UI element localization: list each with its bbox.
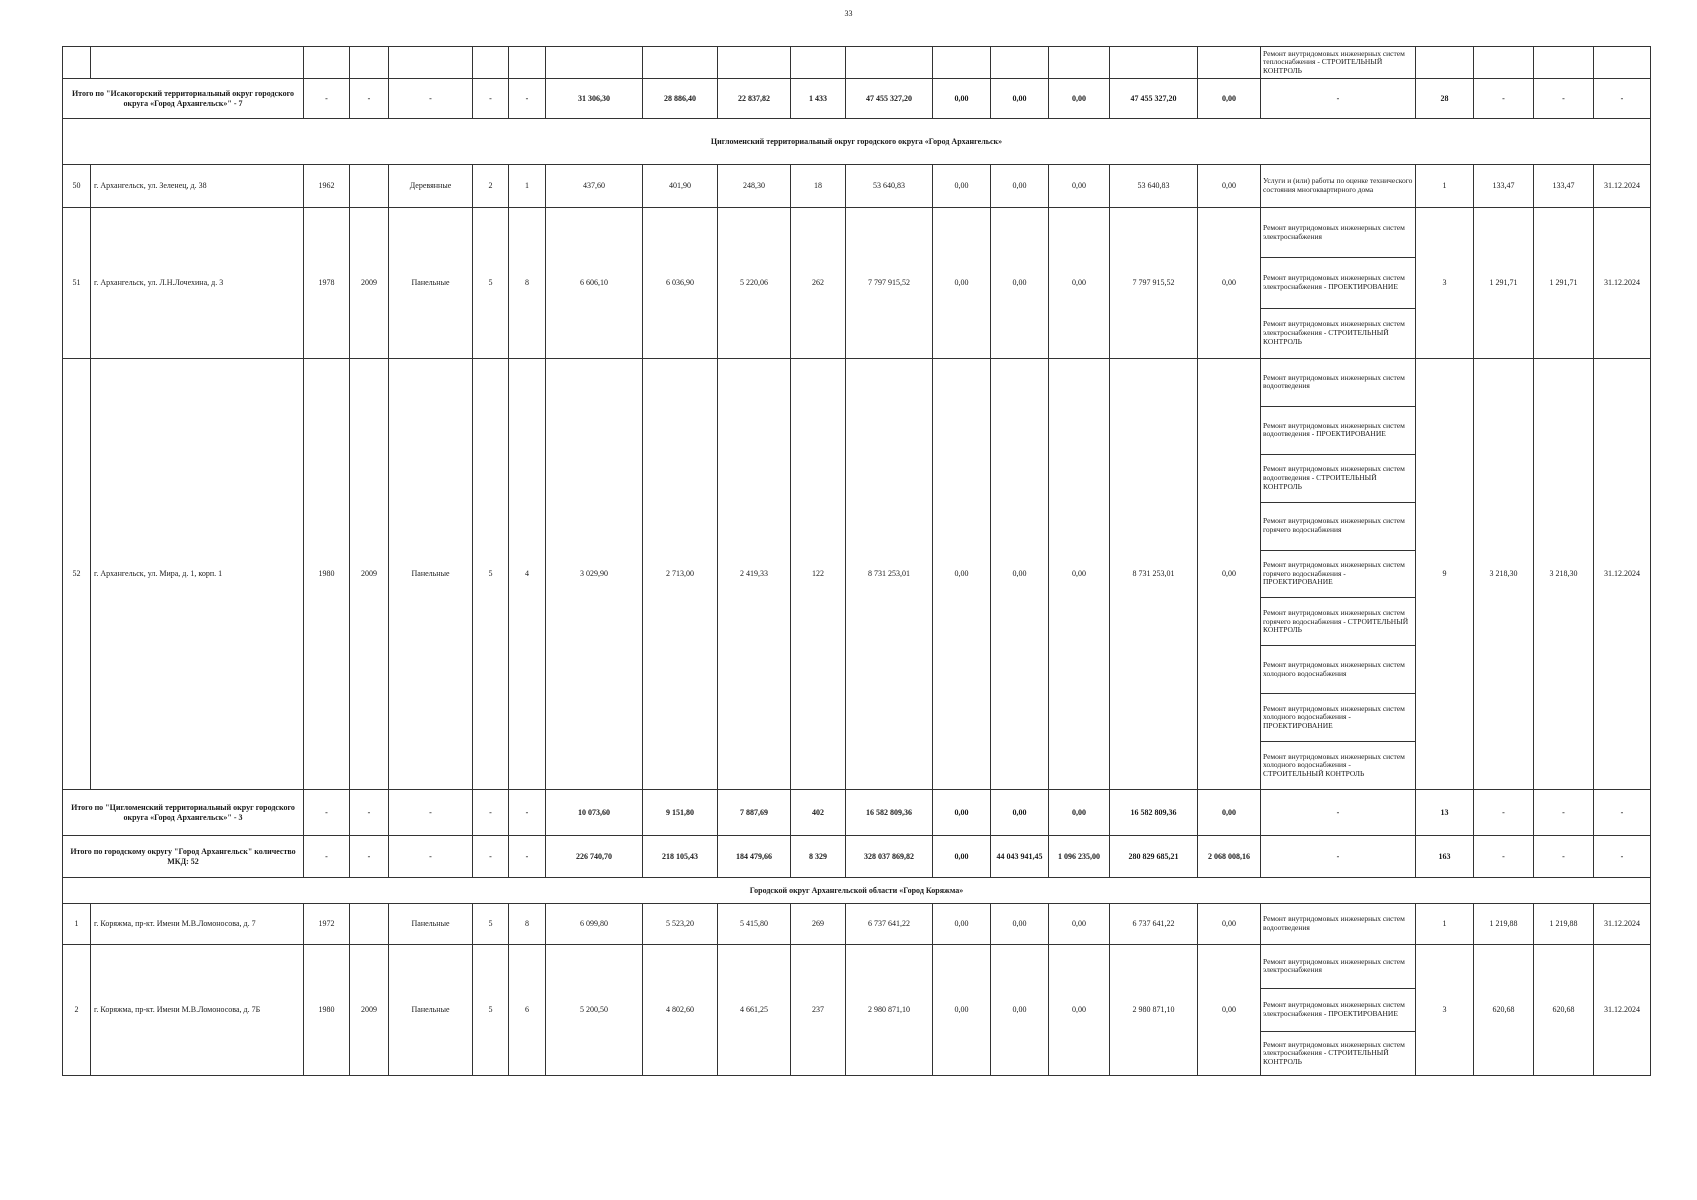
totals-owners-funds: 16 582 809,36 bbox=[1110, 790, 1198, 836]
owners-funds: 8 731 253,01 bbox=[1110, 359, 1198, 790]
address: г. Архангельск, ул. Зеленец, д. 38 bbox=[91, 165, 304, 208]
other: 0,00 bbox=[1198, 208, 1261, 359]
totals-residential-area: 7 887,69 bbox=[718, 790, 791, 836]
work-count: 9 bbox=[1416, 359, 1474, 790]
owners-funds: 53 640,83 bbox=[1110, 165, 1198, 208]
totals-cost-total: 16 582 809,36 bbox=[846, 790, 933, 836]
address: г. Коряжма, пр-кт. Имени М.В.Ломоносова, д. 7Б bbox=[91, 945, 304, 1076]
totals-floors: - bbox=[473, 790, 509, 836]
section-title: Городской округ Архангельской области «Город Коряжма» bbox=[63, 878, 1651, 904]
unit-cost: 3 218,30 bbox=[1474, 359, 1534, 790]
local-budget: 0,00 bbox=[1049, 904, 1110, 945]
totals-floors: - bbox=[473, 79, 509, 119]
work-type: Ремонт внутридомовых инженерных систем электроснабжения - ПРОЕКТИРОВАНИЕ bbox=[1261, 989, 1415, 1033]
table-cell bbox=[1594, 47, 1651, 79]
work-types-list bbox=[1261, 359, 1415, 789]
totals-work-count: 13 bbox=[1416, 790, 1474, 836]
totals-work: - bbox=[1261, 79, 1416, 119]
totals-work: - bbox=[1261, 836, 1416, 878]
totals-row bbox=[63, 790, 1651, 836]
table-cell bbox=[304, 47, 350, 79]
floors: 2 bbox=[473, 165, 509, 208]
table-row bbox=[63, 208, 1651, 359]
unit-cost: 1 219,88 bbox=[1474, 904, 1534, 945]
wall-material: Панельные bbox=[389, 945, 473, 1076]
totals-residential-area: 22 837,82 bbox=[718, 79, 791, 119]
totals-label: Итого по "Цигломенский территориальный округ городского округа «Город Архангельск»" - 3 bbox=[63, 790, 304, 836]
totals-year-reconstruction: - bbox=[350, 790, 389, 836]
max-cost: 1 291,71 bbox=[1534, 208, 1594, 359]
entrances: 4 bbox=[509, 359, 546, 790]
row-number: 2 bbox=[63, 945, 91, 1076]
totals-max-cost: - bbox=[1534, 790, 1594, 836]
totals-cost-total: 328 037 869,82 bbox=[846, 836, 933, 878]
other: 0,00 bbox=[1198, 359, 1261, 790]
table-cell bbox=[1049, 47, 1110, 79]
total-area: 6 606,10 bbox=[546, 208, 643, 359]
row-number: 1 bbox=[63, 904, 91, 945]
totals-owners-funds: 47 455 327,20 bbox=[1110, 79, 1198, 119]
local-budget: 0,00 bbox=[1049, 208, 1110, 359]
totals-year-built: - bbox=[304, 790, 350, 836]
table-row bbox=[63, 945, 1651, 1076]
table-cell bbox=[350, 47, 389, 79]
totals-residents: 8 329 bbox=[791, 836, 846, 878]
totals-residents: 402 bbox=[791, 790, 846, 836]
table-cell bbox=[1534, 47, 1594, 79]
totals-cost-total: 47 455 327,20 bbox=[846, 79, 933, 119]
year-built: 1980 bbox=[304, 359, 350, 790]
totals-unit-cost: - bbox=[1474, 836, 1534, 878]
cost-total: 6 737 641,22 bbox=[846, 904, 933, 945]
totals-work: - bbox=[1261, 790, 1416, 836]
totals-fund-funds: 0,00 bbox=[933, 836, 991, 878]
living-area: 4 802,60 bbox=[643, 945, 718, 1076]
table-cell bbox=[791, 47, 846, 79]
totals-local-budget: 0,00 bbox=[1049, 790, 1110, 836]
floors: 5 bbox=[473, 359, 509, 790]
totals-year-reconstruction: - bbox=[350, 836, 389, 878]
totals-entrances: - bbox=[509, 79, 546, 119]
other: 0,00 bbox=[1198, 904, 1261, 945]
totals-owners-funds: 280 829 685,21 bbox=[1110, 836, 1198, 878]
work-type: Ремонт внутридомовых инженерных систем горячего водоснабжения bbox=[1261, 503, 1415, 551]
table-row bbox=[63, 904, 1651, 945]
max-cost: 620,68 bbox=[1534, 945, 1594, 1076]
totals-entrances: - bbox=[509, 836, 546, 878]
address: г. Архангельск, ул. Мира, д. 1, корп. 1 bbox=[91, 359, 304, 790]
total-area: 3 029,90 bbox=[546, 359, 643, 790]
table-cell bbox=[991, 47, 1049, 79]
local-budget: 0,00 bbox=[1049, 945, 1110, 1076]
work-types-list bbox=[1261, 904, 1415, 944]
year-reconstruction: 2009 bbox=[350, 208, 389, 359]
totals-work-count: 163 bbox=[1416, 836, 1474, 878]
totals-residential-area: 184 479,66 bbox=[718, 836, 791, 878]
wall-material: Панельные bbox=[389, 359, 473, 790]
deadline: 31.12.2024 bbox=[1594, 945, 1651, 1076]
totals-fund-funds: 0,00 bbox=[933, 790, 991, 836]
local-budget: 0,00 bbox=[1049, 165, 1110, 208]
totals-entrances: - bbox=[509, 790, 546, 836]
work-type: Ремонт внутридомовых инженерных систем водоотведения bbox=[1263, 914, 1405, 932]
work-type: Ремонт внутридомовых инженерных систем электроснабжения bbox=[1261, 945, 1415, 989]
totals-year-built: - bbox=[304, 79, 350, 119]
row-number: 50 bbox=[63, 165, 91, 208]
totals-local-budget: 1 096 235,00 bbox=[1049, 836, 1110, 878]
table-cell bbox=[1474, 47, 1534, 79]
year-reconstruction: 2009 bbox=[350, 359, 389, 790]
living-area: 401,90 bbox=[643, 165, 718, 208]
totals-living-area: 28 886,40 bbox=[643, 79, 718, 119]
regional-budget: 0,00 bbox=[991, 359, 1049, 790]
totals-unit-cost: - bbox=[1474, 790, 1534, 836]
totals-floors: - bbox=[473, 836, 509, 878]
other: 0,00 bbox=[1198, 165, 1261, 208]
max-cost: 3 218,30 bbox=[1534, 359, 1594, 790]
max-cost: 1 219,88 bbox=[1534, 904, 1594, 945]
work-type: Ремонт внутридомовых инженерных систем электроснабжения - СТРОИТЕЛЬНЫЙ КОНТРОЛЬ bbox=[1263, 319, 1405, 346]
totals-fund-funds: 0,00 bbox=[933, 79, 991, 119]
residential-area: 5 220,06 bbox=[718, 208, 791, 359]
year-built: 1978 bbox=[304, 208, 350, 359]
entrances: 1 bbox=[509, 165, 546, 208]
totals-row bbox=[63, 836, 1651, 878]
living-area: 6 036,90 bbox=[643, 208, 718, 359]
work-types-list bbox=[1261, 208, 1415, 358]
residential-area: 5 415,80 bbox=[718, 904, 791, 945]
entrances: 8 bbox=[509, 208, 546, 359]
work-type: Услуги и (или) работы по оценке технического состояния многоквартирного дома bbox=[1263, 176, 1413, 194]
floors: 5 bbox=[473, 904, 509, 945]
totals-label: Итого по городскому округу "Город Архангельск" количество МКД: 52 bbox=[63, 836, 304, 878]
work-type: Ремонт внутридомовых инженерных систем электроснабжения bbox=[1261, 208, 1415, 258]
regional-budget: 0,00 bbox=[991, 165, 1049, 208]
residents: 18 bbox=[791, 165, 846, 208]
totals-other: 0,00 bbox=[1198, 790, 1261, 836]
work-type: Ремонт внутридомовых инженерных систем водоотведения - СТРОИТЕЛЬНЫЙ КОНТРОЛЬ bbox=[1261, 455, 1415, 503]
section-header-row bbox=[63, 119, 1651, 165]
totals-local-budget: 0,00 bbox=[1049, 79, 1110, 119]
work-type: Ремонт внутридомовых инженерных систем холодного водоснабжения bbox=[1261, 646, 1415, 694]
year-built: 1962 bbox=[304, 165, 350, 208]
table-cell bbox=[509, 47, 546, 79]
work-count: 3 bbox=[1416, 945, 1474, 1076]
work-types-list bbox=[1261, 945, 1415, 1075]
work-types-cell bbox=[1261, 359, 1416, 790]
table-cell bbox=[846, 47, 933, 79]
totals-unit-cost: - bbox=[1474, 79, 1534, 119]
unit-cost: 1 291,71 bbox=[1474, 208, 1534, 359]
deadline: 31.12.2024 bbox=[1594, 208, 1651, 359]
table-cell bbox=[1416, 47, 1474, 79]
section-header-row bbox=[63, 878, 1651, 904]
table-cell bbox=[473, 47, 509, 79]
table-cell bbox=[63, 47, 91, 79]
totals-max-cost: - bbox=[1534, 836, 1594, 878]
cost-total: 2 980 871,10 bbox=[846, 945, 933, 1076]
row-number: 52 bbox=[63, 359, 91, 790]
owners-funds: 7 797 915,52 bbox=[1110, 208, 1198, 359]
deadline: 31.12.2024 bbox=[1594, 904, 1651, 945]
wall-material: Деревянные bbox=[389, 165, 473, 208]
fund-funds: 0,00 bbox=[933, 165, 991, 208]
deadline: 31.12.2024 bbox=[1594, 165, 1651, 208]
work-type: Ремонт внутридомовых инженерных систем водоотведения - ПРОЕКТИРОВАНИЕ bbox=[1261, 407, 1415, 455]
address: г. Коряжма, пр-кт. Имени М.В.Ломоносова, д. 7 bbox=[91, 904, 304, 945]
residential-area: 2 419,33 bbox=[718, 359, 791, 790]
work-count: 1 bbox=[1416, 904, 1474, 945]
work-type: Ремонт внутридомовых инженерных систем горячего водоснабжения - ПРОЕКТИРОВАНИЕ bbox=[1261, 551, 1415, 599]
work-types-cell bbox=[1261, 208, 1416, 359]
floors: 5 bbox=[473, 945, 509, 1076]
table-cell bbox=[1198, 47, 1261, 79]
residents: 269 bbox=[791, 904, 846, 945]
totals-residents: 1 433 bbox=[791, 79, 846, 119]
residents: 122 bbox=[791, 359, 846, 790]
work-types-cell bbox=[1261, 945, 1416, 1076]
address: г. Архангельск, ул. Л.Н.Лочехина, д. 3 bbox=[91, 208, 304, 359]
fund-funds: 0,00 bbox=[933, 904, 991, 945]
table-row bbox=[63, 165, 1651, 208]
wall-material: Панельные bbox=[389, 208, 473, 359]
work-type: Ремонт внутридомовых инженерных систем холодного водоснабжения - СТРОИТЕЛЬНЫЙ КОНТРОЛЬ bbox=[1263, 751, 1405, 778]
table-row bbox=[63, 47, 1651, 79]
totals-wall-material: - bbox=[389, 79, 473, 119]
cost-total: 8 731 253,01 bbox=[846, 359, 933, 790]
deadline: 31.12.2024 bbox=[1594, 359, 1651, 790]
totals-wall-material: - bbox=[389, 836, 473, 878]
totals-regional-budget: 0,00 bbox=[991, 79, 1049, 119]
unit-cost: 133,47 bbox=[1474, 165, 1534, 208]
table-cell bbox=[933, 47, 991, 79]
living-area: 5 523,20 bbox=[643, 904, 718, 945]
row-number: 51 bbox=[63, 208, 91, 359]
table-cell bbox=[389, 47, 473, 79]
year-built: 1972 bbox=[304, 904, 350, 945]
residents: 262 bbox=[791, 208, 846, 359]
totals-max-cost: - bbox=[1534, 79, 1594, 119]
work-types-cell bbox=[1261, 47, 1416, 79]
total-area: 5 200,50 bbox=[546, 945, 643, 1076]
work-count: 3 bbox=[1416, 208, 1474, 359]
local-budget: 0,00 bbox=[1049, 359, 1110, 790]
table-body bbox=[63, 47, 1651, 1076]
max-cost: 133,47 bbox=[1534, 165, 1594, 208]
fund-funds: 0,00 bbox=[933, 359, 991, 790]
work-type: Ремонт внутридомовых инженерных систем горячего водоснабжения - СТРОИТЕЛЬНЫЙ КОНТРОЛЬ bbox=[1261, 598, 1415, 646]
work-types-cell bbox=[1261, 165, 1416, 208]
total-area: 6 099,80 bbox=[546, 904, 643, 945]
entrances: 8 bbox=[509, 904, 546, 945]
residents: 237 bbox=[791, 945, 846, 1076]
totals-other: 0,00 bbox=[1198, 79, 1261, 119]
work-type: Ремонт внутридомовых инженерных систем электроснабжения - СТРОИТЕЛЬНЫЙ КОНТРОЛЬ bbox=[1263, 1039, 1405, 1066]
fund-funds: 0,00 bbox=[933, 945, 991, 1076]
fund-funds: 0,00 bbox=[933, 208, 991, 359]
totals-deadline: - bbox=[1594, 790, 1651, 836]
page-number: 33 bbox=[844, 9, 853, 18]
totals-year-built: - bbox=[304, 836, 350, 878]
totals-regional-budget: 44 043 941,45 bbox=[991, 836, 1049, 878]
entrances: 6 bbox=[509, 945, 546, 1076]
table-row bbox=[63, 359, 1651, 790]
totals-total-area: 226 740,70 bbox=[546, 836, 643, 878]
cost-total: 53 640,83 bbox=[846, 165, 933, 208]
totals-year-reconstruction: - bbox=[350, 79, 389, 119]
regional-budget: 0,00 bbox=[991, 208, 1049, 359]
totals-deadline: - bbox=[1594, 79, 1651, 119]
year-reconstruction bbox=[350, 165, 389, 208]
table-cell bbox=[643, 47, 718, 79]
regional-budget: 0,00 bbox=[991, 945, 1049, 1076]
wall-material: Панельные bbox=[389, 904, 473, 945]
totals-total-area: 10 073,60 bbox=[546, 790, 643, 836]
totals-label: Итого по "Исакогорский территориальный округ городского округа «Город Архангельск»" - 7 bbox=[63, 79, 304, 119]
regional-budget: 0,00 bbox=[991, 904, 1049, 945]
totals-total-area: 31 306,30 bbox=[546, 79, 643, 119]
totals-row bbox=[63, 79, 1651, 119]
floors: 5 bbox=[473, 208, 509, 359]
living-area: 2 713,00 bbox=[643, 359, 718, 790]
totals-living-area: 218 105,43 bbox=[643, 836, 718, 878]
totals-regional-budget: 0,00 bbox=[991, 790, 1049, 836]
year-reconstruction bbox=[350, 904, 389, 945]
work-type: Ремонт внутридомовых инженерных систем холодного водоснабжения - ПРОЕКТИРОВАНИЕ bbox=[1261, 694, 1415, 742]
other: 0,00 bbox=[1198, 945, 1261, 1076]
owners-funds: 2 980 871,10 bbox=[1110, 945, 1198, 1076]
work-type: Ремонт внутридомовых инженерных систем водоотведения bbox=[1261, 359, 1415, 407]
repair-program-table bbox=[62, 46, 1651, 1076]
work-types-list bbox=[1261, 165, 1415, 207]
section-title: Цигломенский территориальный округ городского округа «Город Архангельск» bbox=[63, 119, 1651, 165]
unit-cost: 620,68 bbox=[1474, 945, 1534, 1076]
table-cell bbox=[546, 47, 643, 79]
totals-deadline: - bbox=[1594, 836, 1651, 878]
work-count: 1 bbox=[1416, 165, 1474, 208]
total-area: 437,60 bbox=[546, 165, 643, 208]
work-type: Ремонт внутридомовых инженерных систем теплоснабжения - СТРОИТЕЛЬНЫЙ КОНТРОЛЬ bbox=[1263, 48, 1405, 75]
table-cell bbox=[91, 47, 304, 79]
residential-area: 248,30 bbox=[718, 165, 791, 208]
totals-wall-material: - bbox=[389, 790, 473, 836]
table-cell bbox=[1110, 47, 1198, 79]
year-reconstruction: 2009 bbox=[350, 945, 389, 1076]
work-type: Ремонт внутридомовых инженерных систем электроснабжения - ПРОЕКТИРОВАНИЕ bbox=[1261, 258, 1415, 308]
totals-work-count: 28 bbox=[1416, 79, 1474, 119]
residential-area: 4 661,25 bbox=[718, 945, 791, 1076]
totals-living-area: 9 151,80 bbox=[643, 790, 718, 836]
cost-total: 7 797 915,52 bbox=[846, 208, 933, 359]
year-built: 1980 bbox=[304, 945, 350, 1076]
totals-other: 2 068 008,16 bbox=[1198, 836, 1261, 878]
owners-funds: 6 737 641,22 bbox=[1110, 904, 1198, 945]
work-types-cell bbox=[1261, 904, 1416, 945]
table-cell bbox=[718, 47, 791, 79]
